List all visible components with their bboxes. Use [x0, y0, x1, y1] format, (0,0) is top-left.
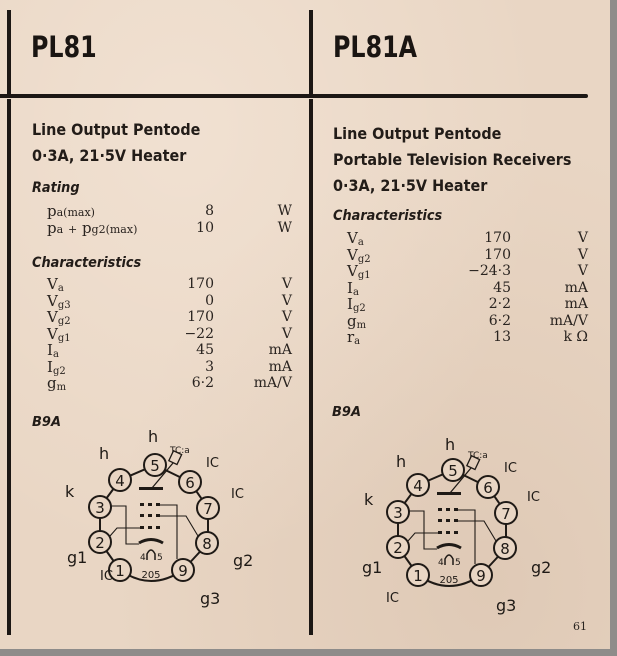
pin-number: 9 — [476, 567, 486, 585]
pin-diagram-pl81 — [0, 0, 310, 649]
unit: mA/V — [549, 312, 588, 329]
tube-title-pl81a: PL81A — [333, 30, 418, 64]
pin-number: 3 — [393, 504, 403, 522]
value: 45 — [196, 342, 214, 358]
top-cap-label: TC:a — [170, 446, 190, 456]
symbol: $V_a$ — [347, 229, 364, 248]
value: 6·2 — [191, 375, 214, 391]
pin-number: 7 — [501, 505, 511, 523]
grid-icon — [140, 503, 160, 529]
symbol: $I_a$ — [347, 278, 359, 298]
pin6-label: IC — [504, 461, 517, 476]
pin-number: 6 — [185, 474, 195, 492]
unit: mA — [564, 279, 588, 296]
value: 3 — [205, 358, 214, 375]
unit: V — [281, 309, 292, 325]
characteristics-label: Characteristics — [333, 208, 443, 224]
anode-icon — [437, 492, 461, 495]
heater-icon — [147, 550, 155, 560]
pin8-label: g2 — [233, 551, 254, 570]
pin-diagram-pl81a — [298, 5, 608, 654]
value: 10 — [196, 219, 214, 236]
unit: W — [277, 203, 292, 219]
symbol: $V_{g3}$ — [47, 291, 71, 311]
heading-line: Line Output Pentode — [32, 120, 201, 139]
value: 170 — [187, 276, 214, 292]
symbol: pa(max) — [47, 202, 95, 220]
heater-pin-label: 4 — [140, 553, 146, 563]
base-code: 205 — [439, 575, 459, 586]
value: 170 — [484, 246, 511, 263]
pin2-label: g1 — [67, 548, 88, 567]
pin-number: 1 — [413, 567, 423, 585]
value: 170 — [187, 309, 214, 325]
heater-pin-label: 4 — [438, 558, 444, 568]
pin7-label: IC — [231, 487, 244, 502]
symbol: $V_{g1}$ — [347, 262, 371, 281]
base-code: 205 — [141, 570, 161, 581]
pin5-label: h — [148, 427, 159, 446]
pin6-label: IC — [206, 456, 219, 471]
base-type-label: B9A — [32, 415, 62, 430]
value: 0 — [205, 292, 214, 309]
heading-line: Portable Television Receivers — [333, 150, 572, 169]
pin8-label: g2 — [531, 558, 552, 577]
unit: W — [277, 219, 292, 236]
characteristics-label: Characteristics — [32, 255, 142, 271]
pin1-label: IC — [100, 569, 113, 584]
unit: k Ω — [563, 329, 588, 345]
value: 45 — [493, 279, 511, 296]
cathode-icon — [139, 540, 163, 544]
unit: mA/V — [253, 375, 292, 391]
pin-number: 7 — [203, 500, 213, 518]
top-cap-label: TC:a — [468, 451, 488, 461]
symbol: $I_{g2}$ — [347, 295, 366, 314]
base-type-label: B9A — [332, 405, 362, 420]
heading-line: 0·3A, 21·5V Heater — [32, 146, 187, 165]
heater-pin-label: 5 — [455, 558, 461, 568]
tube-title-pl81: PL81 — [31, 30, 97, 64]
unit: V — [577, 230, 588, 246]
symbol: pa + pg2(max) — [47, 218, 138, 237]
pin-number: 4 — [413, 477, 423, 495]
pin3-label: k — [364, 490, 374, 509]
pin2-label: g1 — [362, 558, 383, 577]
symbol: $g_m$ — [347, 311, 367, 331]
value: 170 — [484, 230, 511, 246]
pin-number: 9 — [178, 562, 188, 580]
symbol: $I_a$ — [47, 341, 59, 360]
pin5-label: h — [445, 435, 456, 454]
pin-number: 2 — [95, 534, 105, 552]
heading-line: 0·3A, 21·5V Heater — [333, 176, 488, 195]
pin-number: 5 — [448, 462, 458, 480]
pin-number: 5 — [150, 457, 160, 475]
symbol: $V_a$ — [47, 275, 64, 294]
pin9-label: g3 — [496, 596, 517, 615]
unit: V — [281, 325, 292, 342]
symbol: $I_{g2}$ — [47, 357, 66, 377]
pin-number: 8 — [202, 535, 212, 553]
unit: V — [281, 292, 292, 309]
unit: mA — [268, 342, 292, 358]
unit: mA — [268, 358, 292, 375]
value: 8 — [205, 203, 214, 219]
pin-number: 1 — [115, 562, 125, 580]
value: −24·3 — [468, 263, 511, 279]
value: −22 — [184, 325, 214, 342]
pin-number: 3 — [95, 499, 105, 517]
unit: V — [281, 276, 292, 292]
unit: V — [577, 263, 588, 279]
heater-pin-label: 5 — [157, 553, 163, 563]
pin-number: 2 — [393, 539, 403, 557]
pin-number: 8 — [500, 540, 510, 558]
page-number: 61 — [573, 620, 587, 633]
pin-number: 4 — [115, 472, 125, 490]
pin1-label: IC — [386, 591, 399, 606]
symbol: $r_a$ — [347, 328, 361, 347]
heading-line: Line Output Pentode — [333, 124, 502, 143]
pin3-label: k — [65, 482, 75, 501]
anode-icon — [139, 487, 163, 490]
symbol: $V_{g1}$ — [47, 324, 71, 344]
grid-icon — [438, 508, 458, 534]
symbol: $g_m$ — [47, 374, 67, 393]
unit: V — [577, 246, 588, 263]
cathode-icon — [437, 545, 461, 549]
symbol: $V_{g2}$ — [347, 245, 371, 265]
heater-icon — [445, 555, 453, 565]
value: 13 — [493, 329, 511, 345]
pin7-label: IC — [527, 490, 540, 505]
pin-number: 6 — [483, 479, 493, 497]
value: 6·2 — [488, 312, 511, 329]
pin4-label: h — [396, 452, 407, 471]
unit: mA — [564, 296, 588, 312]
symbol: $V_{g2}$ — [47, 308, 71, 327]
pin9-label: g3 — [200, 589, 221, 608]
rating-label: Rating — [32, 180, 80, 196]
value: 2·2 — [488, 296, 511, 312]
pin4-label: h — [99, 444, 110, 463]
